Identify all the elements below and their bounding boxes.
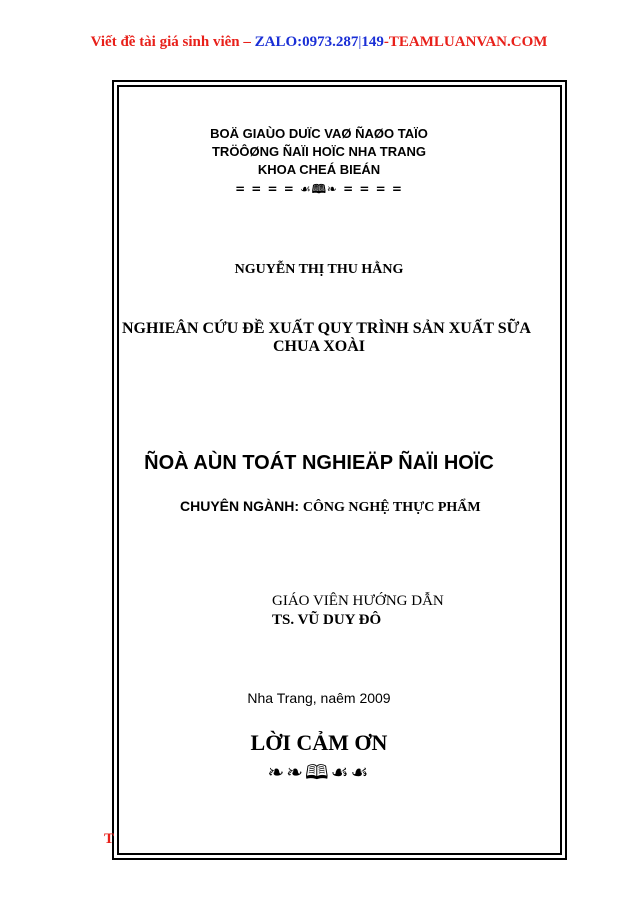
watermark-banner	[0, 34, 638, 51]
banner-site: -TEAMLUANVAN.COM	[383, 34, 548, 50]
advisor-label: GIÁO VIÊN HƯỚNG DẪN	[272, 593, 444, 609]
faculty-name: KHOA CHEÁ BIEÁN	[257, 162, 381, 177]
thesis-title-line2: CHUA XOÀI	[272, 338, 365, 355]
banner-text: Viết đề tài giá sinh viên –	[90, 34, 255, 50]
major-value: CÔNG NGHỆ THỰC PHẨM	[302, 500, 481, 515]
stray-letter: T	[104, 831, 115, 847]
acknowledgement-ornament: ❧❧🕮☙☙	[267, 760, 371, 784]
banner-zalo-cursor: |	[358, 34, 362, 50]
header-ornament: = = = = ☙🕮❧ = = = =	[235, 182, 403, 196]
place-date: Nha Trang, naêm 2009	[247, 690, 391, 706]
university-name: TRÖÔØNG ÑAÏI HOÏC NHA TRANG	[211, 144, 426, 159]
major-label: CHUYÊN NGÀNH:	[180, 498, 303, 514]
author-name: NGUYỄN THỊ THU HẰNG	[234, 262, 404, 277]
thesis-type: ÑOÀ AÙN TOÁT NGHIEÄP ÑAÏI HOÏC	[144, 452, 494, 474]
banner-zalo-end: 149	[361, 34, 384, 50]
acknowledgement-heading: LỜI CẢM ƠN	[250, 730, 388, 755]
ministry-name: BOÄ GIAÙO DUÏC VAØ ÑAØO TAÏO	[210, 126, 428, 141]
major-line	[180, 498, 481, 516]
advisor-name: TS. VŨ DUY ĐÔ	[272, 612, 382, 628]
thesis-title-line1: NGHIEÂN CỨU ĐỀ XUẤT QUY TRÌNH SẢN XUẤT SỮA	[122, 320, 531, 337]
banner-zalo: ZALO:0973.287	[254, 34, 359, 50]
